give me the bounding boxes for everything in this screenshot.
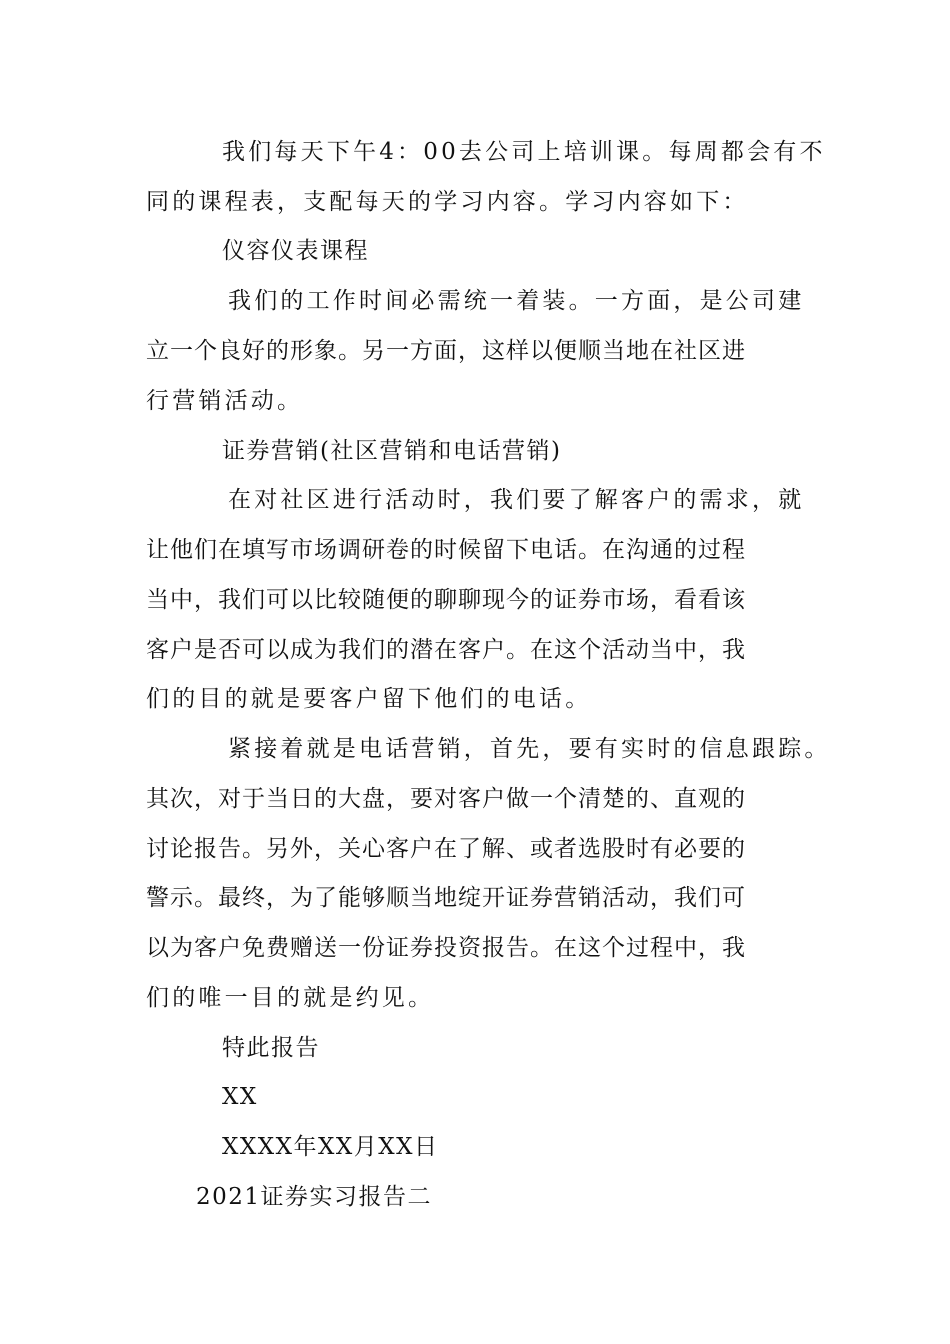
paragraph-line: 立一个良好的形象。另一方面，这样以便顺当地在社区进 (146, 338, 746, 364)
next-report-title: 2021证券实习报告二 (196, 1184, 433, 1210)
paragraph-line: 们的目的就是要客户留下他们的电话。 (146, 686, 592, 712)
paragraph-line: 在对社区进行活动时，我们要了解客户的需求，就 (228, 487, 805, 513)
paragraph-line: 客户是否可以成为我们的潜在客户。在这个活动当中，我 (146, 637, 746, 663)
paragraph-line: 以为客户免费赠送一份证券投资报告。在这个过程中，我 (146, 935, 746, 961)
paragraph-line: 我们的工作时间必需统一着装。一方面，是公司建 (228, 288, 805, 314)
closing-text: 特此报告 (222, 1035, 320, 1061)
section-heading: 证券营销(社区营销和电话营销) (222, 438, 562, 464)
paragraph-line: 警示。最终，为了能够顺当地绽开证券营销活动，我们可 (146, 885, 746, 911)
signature-date: XXXX年XX月XX日 (222, 1134, 439, 1160)
section-heading: 仪容仪表课程 (222, 238, 369, 264)
paragraph-line: 让他们在填写市场调研卷的时候留下电话。在沟通的过程 (146, 537, 746, 563)
paragraph-line: 当中，我们可以比较随便的聊聊现今的证券市场，看看该 (146, 587, 746, 613)
paragraph-line: 行营销活动。 (146, 388, 304, 414)
paragraph-line: 我们每天下午4：00去公司上培训课。每周都会有不 (222, 139, 826, 165)
paragraph-line: 同的课程表，支配每天的学习内容。学习内容如下： (146, 189, 749, 215)
signature-name: XX (222, 1084, 258, 1110)
paragraph-line: 讨论报告。另外，关心客户在了解、或者选股时有必要的 (146, 836, 746, 862)
paragraph-line: 们的唯一目的就是约见。 (146, 985, 435, 1011)
paragraph-line: 紧接着就是电话营销，首先，要有实时的信息跟踪。 (228, 736, 831, 762)
paragraph-line: 其次，对于当日的大盘，要对客户做一个清楚的、直观的 (146, 786, 746, 812)
